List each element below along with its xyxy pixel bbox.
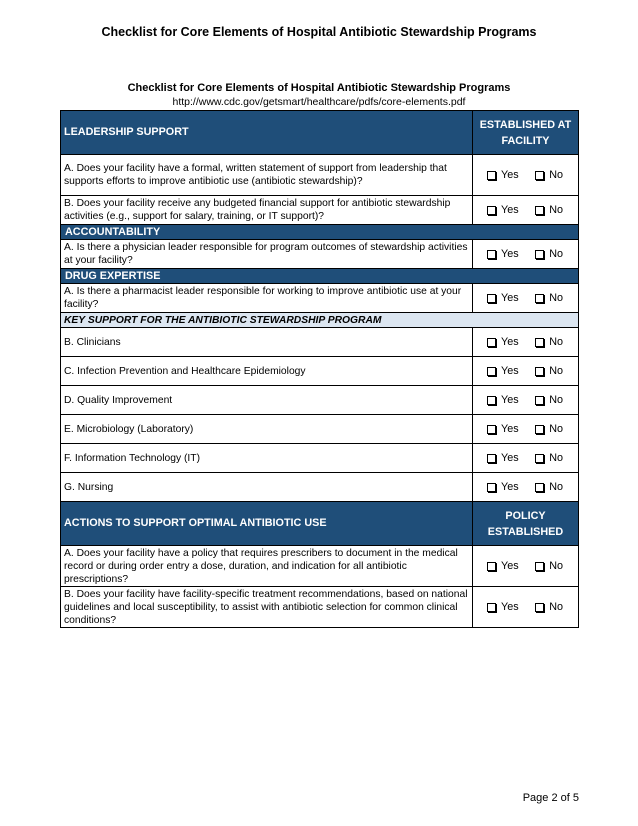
table-row xyxy=(61,357,579,386)
actions-header: ACTIONS TO SUPPORT OPTIMAL ANTIBIOTIC USE xyxy=(61,502,473,546)
leadership-support-header: LEADERSHIP SUPPORT xyxy=(61,111,473,155)
checkbox-icon xyxy=(535,425,544,434)
checkbox-icon xyxy=(487,425,496,434)
checkbox-icon xyxy=(487,250,496,259)
question-drug-expertise-a: A. Is there a pharmacist leader responsible for working to improve antibiotic use at your facility? xyxy=(61,284,473,313)
key-support-clinicians: B. Clinicians xyxy=(61,328,473,357)
table-row xyxy=(61,415,579,444)
yes-no-cell xyxy=(473,587,579,628)
checkbox-icon xyxy=(535,294,544,303)
no-label: No xyxy=(549,480,563,493)
key-support-microbiology: E. Microbiology (Laboratory) xyxy=(61,415,473,444)
section-row xyxy=(61,225,579,240)
yes-no-cell xyxy=(473,415,579,444)
yes-label: Yes xyxy=(501,247,519,260)
checkbox-icon xyxy=(535,562,544,571)
checkbox-icon xyxy=(535,454,544,463)
yes-checkbox[interactable] xyxy=(487,204,519,217)
no-label: No xyxy=(549,335,563,348)
key-support-header: KEY SUPPORT FOR THE ANTIBIOTIC STEWARDSHIP PROGRAM xyxy=(61,313,579,328)
no-label: No xyxy=(549,247,563,260)
yes-label: Yes xyxy=(501,364,519,377)
document-url: http://www.cdc.gov/getsmart/healthcare/pdfs/core-elements.pdf xyxy=(172,96,466,108)
no-checkbox[interactable] xyxy=(535,248,563,261)
yes-checkbox[interactable] xyxy=(487,248,519,261)
no-label: No xyxy=(549,559,563,572)
yes-checkbox[interactable] xyxy=(487,481,519,494)
no-checkbox[interactable] xyxy=(535,601,563,614)
checkbox-icon xyxy=(535,603,544,612)
checkbox-icon xyxy=(487,338,496,347)
no-checkbox[interactable] xyxy=(535,204,563,217)
yes-checkbox[interactable] xyxy=(487,365,519,378)
checkbox-icon xyxy=(487,603,496,612)
yes-checkbox[interactable] xyxy=(487,423,519,436)
no-checkbox[interactable] xyxy=(535,336,563,349)
yes-checkbox[interactable] xyxy=(487,452,519,465)
yes-checkbox[interactable] xyxy=(487,394,519,407)
yes-no-cell xyxy=(473,386,579,415)
checkbox-icon xyxy=(535,171,544,180)
table-row xyxy=(61,587,579,628)
checkbox-icon xyxy=(535,483,544,492)
table-row xyxy=(61,240,579,269)
checkbox-icon xyxy=(487,454,496,463)
table-row xyxy=(61,155,579,196)
checkbox-icon xyxy=(535,338,544,347)
key-support-nursing: G. Nursing xyxy=(61,473,473,502)
checkbox-icon xyxy=(487,562,496,571)
yes-checkbox[interactable] xyxy=(487,292,519,305)
key-support-quality-improvement: D. Quality Improvement xyxy=(61,386,473,415)
checklist-table xyxy=(60,110,579,628)
actions-header-row xyxy=(61,502,579,546)
established-at-facility-header: ESTABLISHED AT FACILITY xyxy=(473,111,579,155)
drug-expertise-header: DRUG EXPERTISE xyxy=(61,269,579,284)
section-row xyxy=(61,269,579,284)
no-label: No xyxy=(549,364,563,377)
yes-label: Yes xyxy=(501,291,519,304)
checkbox-icon xyxy=(535,206,544,215)
yes-label: Yes xyxy=(501,168,519,181)
yes-label: Yes xyxy=(501,335,519,348)
question-leadership-a: A. Does your facility have a formal, written statement of support from leadership that supports efforts to improve antibiotic use (antibiotic stewardship)? xyxy=(61,155,473,196)
yes-label: Yes xyxy=(501,203,519,216)
yes-no-cell xyxy=(473,357,579,386)
yes-label: Yes xyxy=(501,600,519,613)
yes-no-cell xyxy=(473,328,579,357)
yes-checkbox[interactable] xyxy=(487,560,519,573)
question-accountability-a: A. Is there a physician leader responsible for program outcomes of stewardship activities at your facility? xyxy=(61,240,473,269)
yes-no-cell xyxy=(473,284,579,313)
yes-label: Yes xyxy=(501,559,519,572)
question-actions-b: B. Does your facility have facility-specific treatment recommendations, based on national guidelines and local susceptibility, to assist with antibiotic selection for common clinical conditions? xyxy=(61,587,473,628)
yes-no-cell xyxy=(473,240,579,269)
question-leadership-b: B. Does your facility receive any budgeted financial support for antibiotic stewardship activities (e.g., support for salary, training, or IT support)? xyxy=(61,196,473,225)
checkbox-icon xyxy=(487,206,496,215)
no-checkbox[interactable] xyxy=(535,481,563,494)
page-header: Checklist for Core Elements of Hospital Antibiotic Stewardship Programs xyxy=(101,25,537,39)
no-label: No xyxy=(549,203,563,216)
yes-label: Yes xyxy=(501,480,519,493)
no-label: No xyxy=(549,600,563,613)
policy-established-header: POLICY ESTABLISHED xyxy=(473,502,579,546)
yes-label: Yes xyxy=(501,422,519,435)
yes-label: Yes xyxy=(501,451,519,464)
page-number: Page 2 of 5 xyxy=(522,792,579,804)
no-checkbox[interactable] xyxy=(535,452,563,465)
yes-no-cell xyxy=(473,196,579,225)
no-checkbox[interactable] xyxy=(535,423,563,436)
no-checkbox[interactable] xyxy=(535,292,563,305)
no-label: No xyxy=(549,393,563,406)
yes-checkbox[interactable] xyxy=(487,601,519,614)
yes-checkbox[interactable] xyxy=(487,169,519,182)
key-support-information-technology: F. Information Technology (IT) xyxy=(61,444,473,473)
yes-label: Yes xyxy=(501,393,519,406)
no-checkbox[interactable] xyxy=(535,394,563,407)
no-label: No xyxy=(549,451,563,464)
table-row xyxy=(61,546,579,587)
table-row xyxy=(61,444,579,473)
table-row xyxy=(61,284,579,313)
yes-no-cell xyxy=(473,546,579,587)
yes-checkbox[interactable] xyxy=(487,336,519,349)
leadership-header-row xyxy=(61,111,579,155)
no-checkbox[interactable] xyxy=(535,365,563,378)
no-label: No xyxy=(549,422,563,435)
key-support-infection-prevention: C. Infection Prevention and Healthcare Epidemiology xyxy=(61,357,473,386)
checkbox-icon xyxy=(535,250,544,259)
yes-no-cell xyxy=(473,444,579,473)
table-row xyxy=(61,473,579,502)
yes-no-cell xyxy=(473,473,579,502)
checkbox-icon xyxy=(487,367,496,376)
no-checkbox[interactable] xyxy=(535,560,563,573)
table-row xyxy=(61,328,579,357)
yes-no-cell xyxy=(473,155,579,196)
checkbox-icon xyxy=(535,367,544,376)
table-row xyxy=(61,196,579,225)
checkbox-icon xyxy=(487,396,496,405)
document-title: Checklist for Core Elements of Hospital Antibiotic Stewardship Programs xyxy=(127,82,511,94)
checkbox-icon xyxy=(487,294,496,303)
question-actions-a: A. Does your facility have a policy that requires prescribers to document in the medical record or during order entry a dose, duration, and indication for all antibiotic prescriptions? xyxy=(61,546,473,587)
no-label: No xyxy=(549,168,563,181)
accountability-header: ACCOUNTABILITY xyxy=(61,225,579,240)
no-label: No xyxy=(549,291,563,304)
no-checkbox[interactable] xyxy=(535,169,563,182)
table-row xyxy=(61,386,579,415)
checkbox-icon xyxy=(535,396,544,405)
key-support-row xyxy=(61,313,579,328)
checkbox-icon xyxy=(487,171,496,180)
checkbox-icon xyxy=(487,483,496,492)
